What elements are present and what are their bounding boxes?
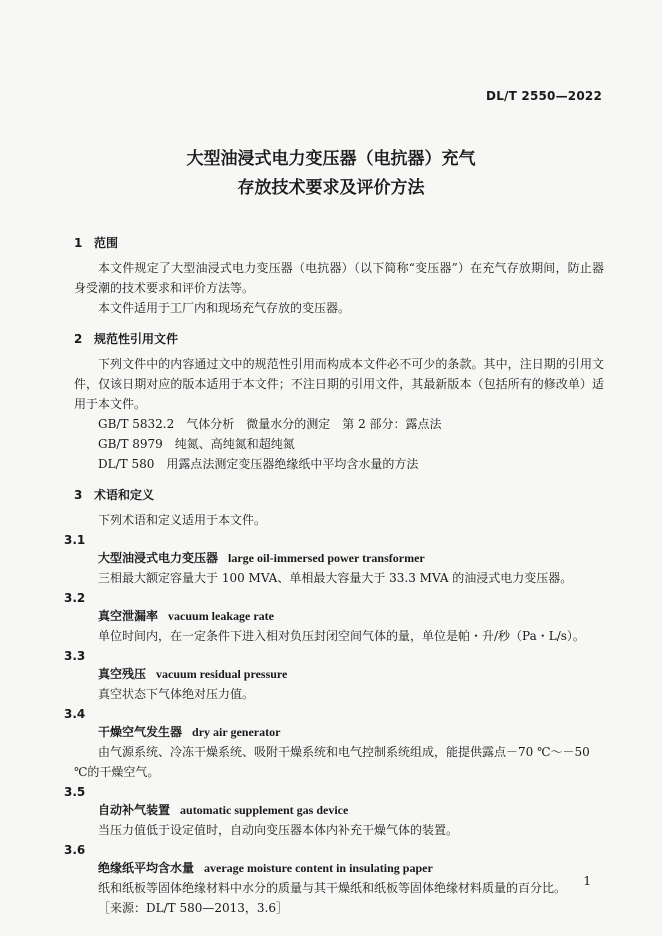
paragraph: 下列术语和定义适用于本文件。 (98, 513, 267, 527)
section-number: 1 (74, 236, 83, 250)
term-zh: 大型油浸式电力变压器 (98, 551, 219, 565)
term-zh: 绝缘纸平均含水量 (98, 861, 195, 875)
term-number: 3.1 (64, 533, 86, 547)
term-entry (62, 530, 604, 588)
term-en: large oil-immersed power transformer (228, 551, 425, 565)
term-definition: 纸和纸板等固体绝缘材料中水分的质量与其干燥纸和纸板等固体绝缘材料质量的百分比。 (98, 881, 567, 895)
term-title (98, 722, 604, 742)
term-en: average moisture content in insulating paper (204, 861, 433, 875)
term-entry (62, 704, 604, 782)
term-entry (62, 840, 604, 918)
term-number: 3.6 (64, 843, 86, 857)
term-title (98, 606, 604, 626)
section-heading-terms-definitions (74, 485, 604, 505)
term-definition: 当压力值低于设定值时，自动向变压器本体内补充干燥气体的装置。 (98, 823, 459, 837)
term-zh: 真空残压 (98, 667, 147, 681)
term-entry (62, 588, 604, 646)
section-number: 2 (74, 332, 83, 346)
reference-item: GB/T 8979 纯氮、高纯氮和超纯氮 (98, 437, 295, 451)
term-zh: 真空泄漏率 (98, 609, 159, 623)
standard-number: DL/T 2550—2022 (486, 89, 602, 103)
title-line-2: 存放技术要求及评价方法 (237, 178, 425, 198)
term-title (98, 548, 604, 568)
document-body (64, 233, 604, 918)
title-line-1: 大型油浸式电力变压器（电抗器）充气 (186, 149, 476, 169)
page-number: 1 (583, 874, 591, 888)
section-title: 术语和定义 (94, 488, 155, 502)
term-zh: 自动补气装置 (98, 803, 171, 817)
term-number: 3.5 (64, 785, 86, 799)
section-title: 规范性引用文件 (94, 332, 179, 346)
term-definition: 单位时间内，在一定条件下进入相对负压封闭空间气体的量，单位是帕・升/秒（Pa・L/s）。 (98, 629, 585, 643)
section-heading-normative-references (74, 329, 604, 349)
term-entry (62, 646, 604, 704)
paragraph: 下列文件中的内容通过文中的规范性引用而构成本文件必不可少的条款。其中，注日期的引用文件，仅该日期对应的版本适用于本文件；不注日期的引用文件，其最新版本（包括所有的修改单）适用于本文件。 (74, 357, 604, 411)
term-number: 3.4 (64, 707, 86, 721)
document-title (0, 145, 662, 203)
term-en: automatic supplement gas device (180, 803, 349, 817)
term-definition: 三相最大额定容量大于 100 MVA、单相最大容量大于 33.3 MVA 的油浸式电力变压器。 (98, 571, 573, 585)
term-source: ［来源：DL/T 580—2013，3.6］ (98, 901, 288, 915)
term-en: dry air generator (192, 725, 281, 739)
term-definition: 由气源系统、冷冻干燥系统、吸附干燥系统和电气控制系统组成，能提供露点－70 ℃～－50 ℃的干燥空气。 (74, 745, 590, 779)
term-title (98, 858, 604, 878)
term-definition: 真空状态下气体绝对压力值。 (98, 687, 255, 701)
reference-item: GB/T 5832.2 气体分析 微量水分的测定 第 2 部分：露点法 (98, 417, 442, 431)
reference-item: DL/T 580 用露点法测定变压器绝缘纸中平均含水量的方法 (98, 457, 419, 471)
paragraph: 本文件规定了大型油浸式电力变压器（电抗器）（以下简称“变压器”）在充气存放期间，防止器身受潮的技术要求和评价方法等。 (74, 261, 604, 295)
term-zh: 干燥空气发生器 (98, 725, 183, 739)
term-en: vacuum residual pressure (156, 667, 288, 681)
term-title (98, 800, 604, 820)
term-entry (62, 782, 604, 840)
term-number: 3.2 (64, 591, 86, 605)
section-title: 范围 (94, 236, 119, 250)
section-heading-scope (74, 233, 604, 253)
term-number: 3.3 (64, 649, 86, 663)
term-title (98, 664, 604, 684)
paragraph: 本文件适用于工厂内和现场充气存放的变压器。 (98, 301, 351, 315)
section-number: 3 (74, 488, 83, 502)
term-en: vacuum leakage rate (168, 609, 274, 623)
